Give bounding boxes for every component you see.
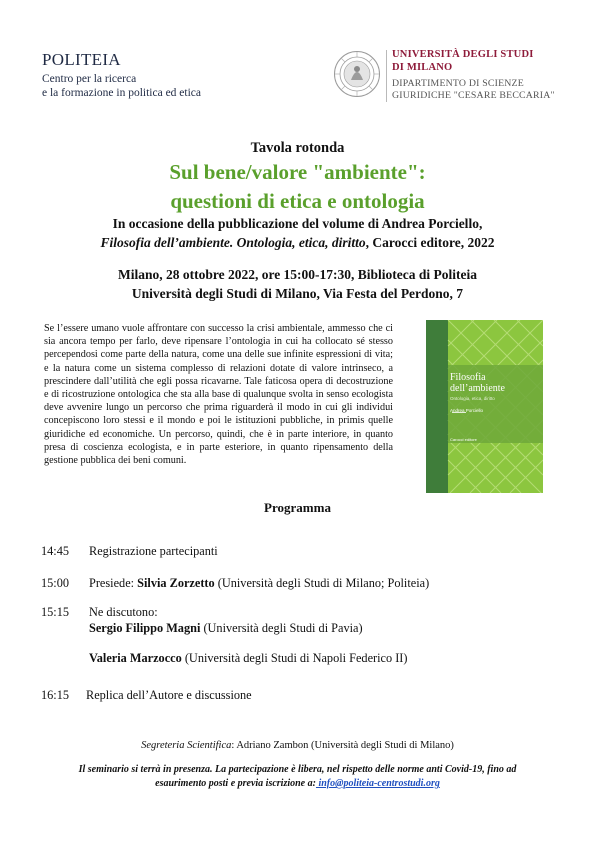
department-name-line2: GIURIDICHE "CESARE BECCARIA" xyxy=(392,90,555,101)
attendance-note-line2: esaurimento posti e previa iscrizione a: info@politeia-centrostudi.org xyxy=(155,778,440,789)
event-kind: Tavola rotonda xyxy=(250,140,345,156)
book-title: Filosofia dell’ambiente. Ontologia, etica, diritto xyxy=(100,235,366,250)
programme-time: 14:45 xyxy=(41,544,70,558)
event-date-place: Milano, 28 ottobre 2022, ore 15:00-17:30, Biblioteca di Politeia xyxy=(117,267,478,282)
registration-email-link[interactable]: info@politeia-centrostudi.org xyxy=(315,778,440,789)
chair-name: Silvia Zorzetto xyxy=(137,576,215,590)
book-reference xyxy=(0,235,595,251)
discussant-name: Sergio Filippo Magni xyxy=(89,621,201,635)
programme-time: 15:15 xyxy=(41,605,70,619)
header-divider xyxy=(386,50,387,102)
programme-item: Ne discutono: xyxy=(89,605,158,619)
event-title-line2: questioni di etica e ontologia xyxy=(170,189,425,213)
programme-time: 16:15 xyxy=(41,688,70,702)
book-publisher: , Carocci editore, 2022 xyxy=(365,235,495,250)
department-name-line1: DIPARTIMENTO DI SCIENZE xyxy=(392,78,524,89)
discussant-name: Valeria Marzocco xyxy=(89,651,182,665)
event-title-line1: Sul bene/valore "ambiente": xyxy=(169,160,426,184)
cover-publisher: Carocci editore xyxy=(450,437,477,442)
event-address: Università degli Studi di Milano, Via Festa del Perdono, 7 xyxy=(131,286,464,301)
programme-heading: Programma xyxy=(264,500,331,515)
programme-item: Replica dell’Autore e discussione xyxy=(86,688,252,702)
programme-time: 15:00 xyxy=(41,576,70,590)
politeia-subtitle-line2: e la formazione in politica ed etica xyxy=(42,87,202,99)
cover-title: Filosofia dell’ambiente xyxy=(450,372,505,394)
university-seal-icon xyxy=(333,50,381,98)
cover-subtitle: Ontologia, etica, diritto xyxy=(450,396,495,401)
event-occasion: In occasione della pubblicazione del volume di Andrea Porciello, xyxy=(112,216,483,231)
programme-item: Registrazione partecipanti xyxy=(89,544,218,558)
scientific-secretariat: Segreteria Scientifica: Adriano Zambon (Università degli Studi di Milano) xyxy=(141,740,454,751)
politeia-name: POLITEIA xyxy=(42,50,121,69)
cover-author: Andrea Porciello xyxy=(450,408,484,413)
politeia-subtitle-line1: Centro per la ricerca xyxy=(42,73,137,85)
programme-item: Presiede: Silvia Zorzetto (Università degli Studi di Milano; Politeia) xyxy=(89,576,430,590)
discussant: Sergio Filippo Magni (Università degli Studi di Pavia) xyxy=(89,621,363,635)
attendance-note-line1: Il seminario si terrà in presenza. La partecipazione è libera, nel rispetto delle norme anti Covid-19, fino ad xyxy=(78,764,517,775)
abstract-text: Se l’essere umano vuole affrontare con successo la crisi ambientale, ammesso che ci sia ancora tempo per farlo, deve ripensare l’ontologia in cui ha collocato sé stesso percependosi come parte della natura, come una delle sue infinite espressioni di vita; e la natura come un sistema complesso di relazioni dotate di valore intrinseco, a prescindere dall’utilità che egli possa ricavarne. Tale faticosa opera di decostruzione e di ricostruzione ontologica che sta alla base di qualunque svolta in senso ecologista deve avvenire lungo un percorso che prima riguarderà il modo in cui gli individui concepiscono loro stessi e il mondo e poi le istituzioni pubbliche, in primis quelle giuridiche ed economiche. Un percorso, quindi, che è in parte interiore, in quanto presa di coscienza ecologista, e in parte esteriore, in quanto ripensamento della gestione pubblica dei beni comuni. xyxy=(44,323,393,467)
university-name-line2: DI MILANO xyxy=(392,62,453,73)
discussant: Valeria Marzocco (Università degli Studi di Napoli Federico II) xyxy=(89,651,408,665)
book-cover-image xyxy=(426,320,543,493)
university-name-line1: UNIVERSITÀ DEGLI STUDI xyxy=(392,49,534,60)
